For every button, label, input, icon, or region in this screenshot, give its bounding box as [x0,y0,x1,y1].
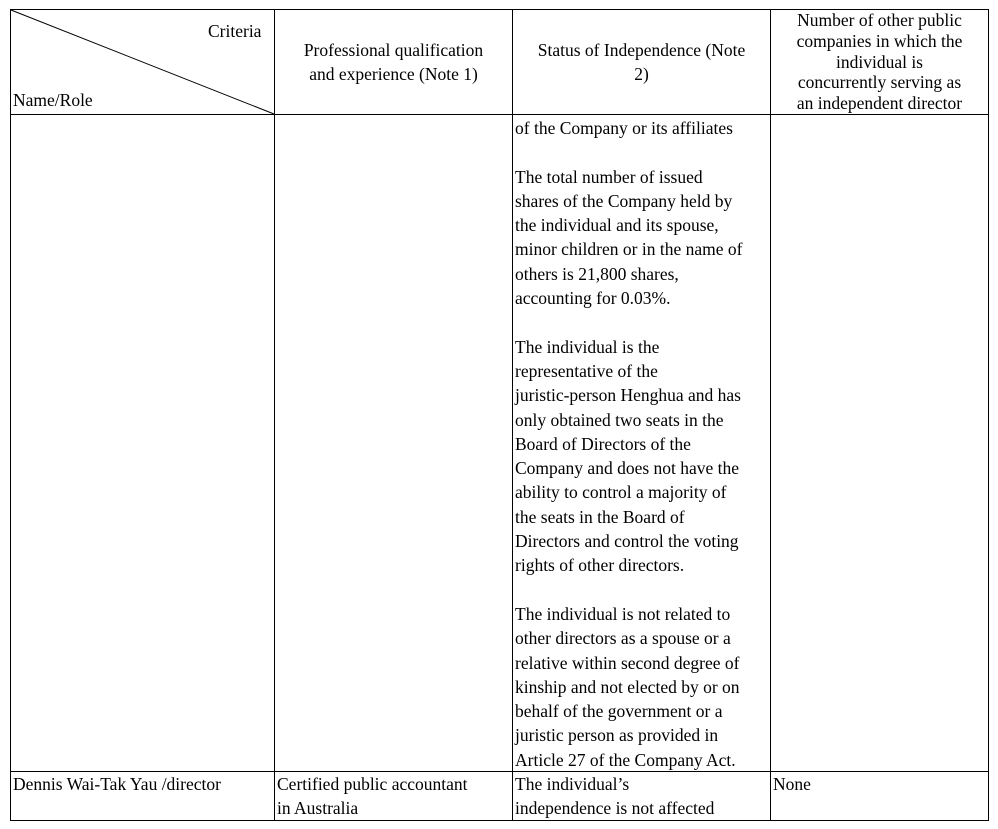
header-professional-qualification: Professional qualification and experience (Note 1) [303,40,484,85]
status-of-independence-text [515,116,770,772]
status-paragraph-affiliates: of the Company or its affiliates [515,118,733,138]
header-name-role: Name/Role [13,90,93,110]
director-qualification: Certified public accountant in Australia [277,774,468,819]
status-paragraph-representative: The individual is the representative of the juristic-person Henghua and has only obtained two seats in the Board of Directors of the Company and does not have the ability to control a majority of the seats in the Board of Directors and control the voting rights of other directors. [515,336,741,576]
header-other-public-companies: Number of other public companies in which the individual is concurrently serving as an independent director [796,10,963,114]
status-paragraph-shares: The total number of issued shares of the Company held by the individual and its spouse, minor children or in the name of others is 21,800 shares, accounting for 0.03%. [515,166,743,309]
header-status-of-independence: Status of Independence (Note 2) [537,40,746,85]
director-other-public-companies: None [773,774,811,794]
status-paragraph-not-related: The individual is not related to other directors as a spouse or a relative within second degree of kinship and not elected by or on behalf of the government or a juristic person as provided in Article 27 of the Company Act. [515,603,740,770]
director-status-of-independence: The individual’s independence is not affected [515,774,715,819]
header-criteria: Criteria [208,21,262,41]
director-name-role: Dennis Wai-Tak Yau /director [13,774,221,794]
